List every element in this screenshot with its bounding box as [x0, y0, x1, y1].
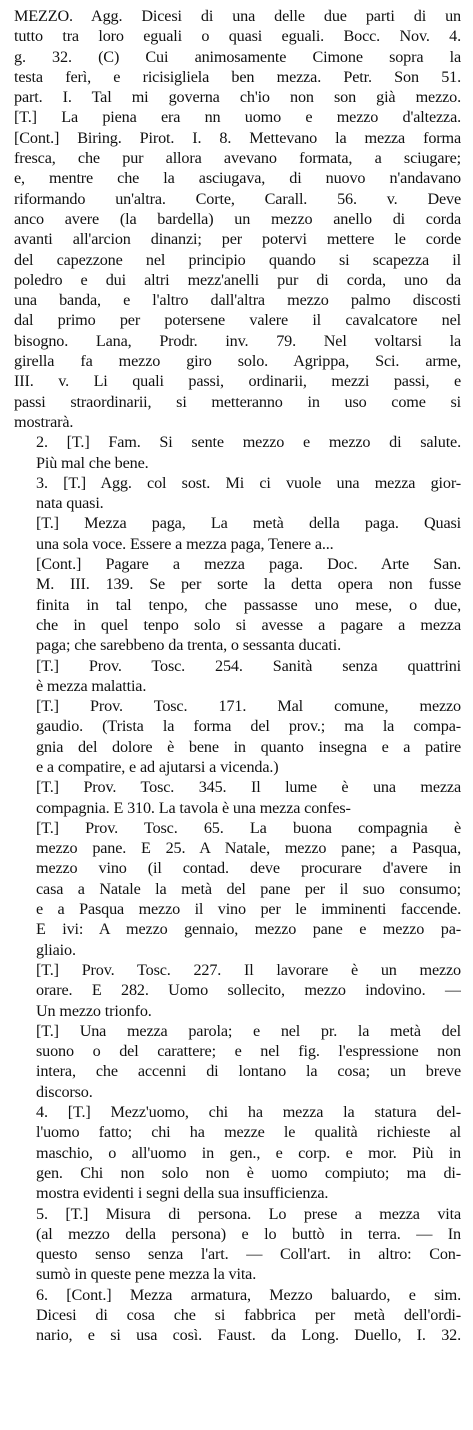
proverb-171-paragraph — [14, 696, 461, 777]
text-line: casa a Natale la metà del pane per il suo consumo; — [36, 879, 461, 898]
text-line: [T.] La piena era nn uomo e mezzo d'altezza. — [14, 108, 461, 127]
text-line: anco avere (la bardella) un mezzo anello di corda — [14, 209, 461, 228]
text-line: part. I. Tal mi governa ch'io non son già mezzo. — [14, 88, 461, 107]
text-line: avanti all'arcion dinanzi; per potervi mettere le corde — [14, 230, 461, 249]
text-line: [T.] Prov. Tosc. 254. Sanità senza quattrini — [36, 656, 461, 675]
text-line: riformando un'altra. Corte, Carall. 56. v. Deve — [14, 189, 461, 208]
text-line: che in quel tenpo solo si avesse a pagare a mezza — [36, 615, 461, 634]
text-line: 3. [T.] Agg. col sost. Mi ci vuole una mezza gior- — [36, 473, 461, 492]
text-line: orare. E 282. Uomo sollecito, mezzo indovino. — — [36, 981, 461, 1000]
text-line: mostrarà. — [14, 412, 74, 431]
entry-opening-paragraph — [14, 6, 461, 432]
text-line: (al mezzo della persona) e lo buttò in terra. — In — [36, 1224, 461, 1243]
proverb-345-paragraph — [14, 777, 461, 818]
text-line: [Cont.] Pagare a mezza paga. Doc. Arte San. — [36, 555, 461, 574]
pagare-a-mezza-paga-paragraph — [14, 554, 461, 655]
text-line: intera, che accenni di lontano la cosa; un breve — [36, 1062, 461, 1081]
text-line: Un mezzo trionfo. — [36, 1001, 152, 1020]
text-line: mezzo pane. E 25. A Natale, mezzo pane; a Pasqua, — [36, 839, 461, 858]
sense-6-paragraph — [14, 1285, 461, 1346]
text-line: l'uomo fatto; chi ha mezze le qualità richieste al — [36, 1123, 461, 1142]
text-line: MEZZO. Agg. Dicesi di una delle due parti di un — [14, 7, 461, 25]
text-line: e, mentre che la asciugava, di nuovo n'andavano — [14, 169, 461, 188]
text-line: bisogno. Lana, Prodr. inv. 79. Nel voltarsi la — [14, 331, 461, 350]
text-line: finita in tal tenpo, che passasse uno mese, o due, — [36, 595, 461, 614]
text-line: g. 32. (C) Cui animosamente Cimone sopra la — [14, 47, 461, 66]
text-line: discorso. — [36, 1082, 93, 1101]
text-line: gen. Chi non solo non è uomo compiuto; ma di- — [36, 1163, 461, 1182]
text-line: Più mal che bene. — [36, 453, 149, 472]
text-line: poledro e dui altri mezz'anelli pur di corda, uno da — [14, 270, 461, 289]
sense-3-paragraph — [14, 473, 461, 514]
proverb-65-paragraph — [14, 818, 461, 960]
sense-5-paragraph — [14, 1204, 461, 1285]
text-line: [T.] Prov. Tosc. 65. La buona compagnia è — [36, 818, 461, 837]
text-line: gliaio. — [36, 940, 76, 959]
text-line: del capezzone nel principio quando si scapezza il — [14, 250, 461, 269]
text-line: mostra evidenti i segni della sua insufficienza. — [36, 1184, 329, 1203]
text-line: maschio, o all'uomo in gen., e corp. e mor. Più in — [36, 1143, 461, 1162]
text-line: [T.] Prov. Tosc. 227. Il lavorare è un mezzo — [36, 960, 461, 979]
text-line: è mezza malattia. — [36, 676, 147, 695]
text-line: e a compatire, e ad ajutarsi a vicenda.) — [36, 757, 279, 776]
text-line: mezzo vino (il contad. deve procurare d'avere in — [36, 859, 461, 878]
text-line: [T.] Prov. Tosc. 345. Il lume è una mezza — [36, 778, 461, 797]
text-line: suono o del carattere; e nel fig. l'espressione non — [36, 1042, 461, 1061]
text-line: paga; che sarebbeno da trenta, o sessanta ducati. — [36, 636, 342, 655]
text-line: M. III. 139. Se per sorte la detta opera non fusse — [36, 575, 461, 594]
text-line: nario, e si usa così. Faust. da Long. Duello, I. 32. — [36, 1326, 461, 1345]
text-line: fresca, che pur allora avevano formata, a sciugare; — [14, 149, 461, 168]
text-line: gnia del dolore è bene in quanto insegna e a patire — [36, 737, 461, 756]
text-line: 5. [T.] Misura di persona. Lo prese a mezza vita — [36, 1204, 461, 1223]
text-line: una banda, e l'altro dall'altra mezzo palmo discosti — [14, 291, 461, 310]
text-line: una sola voce. Essere a mezza paga, Tenere a... — [36, 534, 334, 553]
text-line: testa ferì, e ricisigliela ben mezza. Petr. Son 51. — [14, 67, 461, 86]
text-line: tutto tra loro eguali o quasi eguali. Bocc. Nov. 4. — [14, 27, 461, 46]
mezza-paga-paragraph — [14, 513, 461, 554]
text-line: [T.] Prov. Tosc. 171. Mal comune, mezzo — [36, 697, 461, 716]
text-line: [T.] Mezza paga, La metà della paga. Quasi — [36, 514, 461, 533]
text-line: Dicesi di cosa che si fabbrica per metà dell'ordi- — [36, 1306, 461, 1324]
text-line: compagnia. E 310. La tavola è una mezza confes- — [36, 798, 351, 817]
text-line: [T.] Una mezza parola; e nel pr. la metà del — [36, 1021, 461, 1040]
text-line: [Cont.] Biring. Pirot. I. 8. Mettevano la mezza forma — [14, 128, 461, 147]
text-line: questo senso senza l'art. — Coll'art. in altro: Con- — [36, 1245, 461, 1264]
text-line: gaudio. (Trista la forma del prov.; ma la compa- — [36, 717, 461, 736]
text-line: III. v. Li quali passi, ordinarii, mezzi passi, e — [14, 372, 461, 391]
mezza-parola-paragraph — [14, 1021, 461, 1102]
text-line: passi straordinarii, si metteranno in uso come si — [14, 392, 461, 411]
text-line: 6. [Cont.] Mezza armatura, Mezzo baluardo, e sim. — [36, 1285, 461, 1304]
text-line: nata quasi. — [36, 494, 104, 513]
text-line: dal primo per potersene valere il cavalcatore nel — [14, 311, 461, 330]
text-line: E ivi: A mezzo gennaio, mezzo pane e mezzo pa- — [36, 920, 461, 939]
sense-4-paragraph — [14, 1102, 461, 1203]
text-line: 2. [T.] Fam. Si sente mezzo e mezzo di salute. — [36, 433, 461, 452]
proverb-227-paragraph — [14, 960, 461, 1021]
sense-2-paragraph — [14, 432, 461, 473]
text-line: girella fa mezzo giro solo. Agrippa, Sci. arme, — [14, 352, 461, 371]
text-line: 4. [T.] Mezz'uomo, chi ha mezza la statura del- — [36, 1103, 461, 1122]
proverb-254-paragraph — [14, 656, 461, 697]
text-line: e a Pasqua mezzo il vino per le imminenti faccende. — [36, 900, 461, 919]
text-line: sumò in queste pene mezza la vita. — [36, 1265, 257, 1284]
